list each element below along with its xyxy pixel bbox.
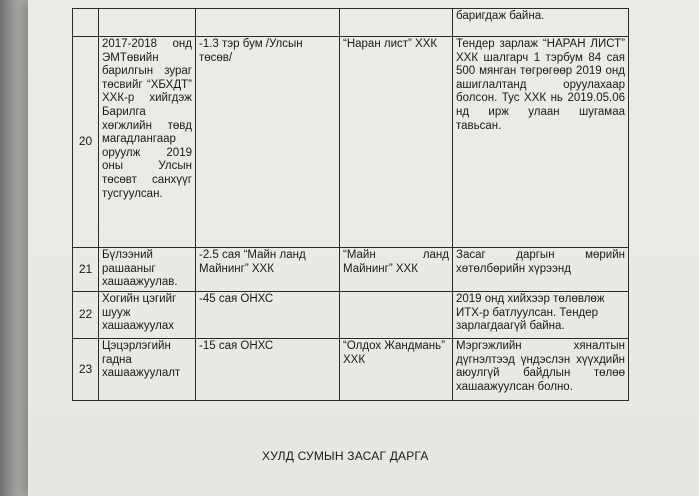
status-cell: Мэргэжлийн хяналтын дүгнэлтээд үндэслэн хүүхдийн аюулгүй байдлын төлөө хашаажуулсан болно. <box>453 339 629 401</box>
table-row <box>73 248 629 292</box>
funding-cell: -1.3 тэр бум /Улсын төсөв/ <box>196 37 340 248</box>
table-row <box>73 9 629 37</box>
table-row <box>73 292 629 339</box>
contractor-cell: “Майн ланд Майнинг” ХХК <box>340 248 453 292</box>
item-cell: Цэцэрлэгийн гадна хашаажуулалт <box>99 339 196 401</box>
funding-cell: -15 сая ОНХС <box>196 339 340 401</box>
row-number: 20 <box>73 37 99 248</box>
item-cell: 2017-2018 онд ЭМТөвийн барилгын зураг төсвийг “ХБХДТ” ХХК-р хийгдэж Барилга хөгжлийн төвд магадлангаар оруулж 2019 оны Улсын төсөвт санхүүг тусгуулсан. <box>99 37 196 248</box>
funding-cell: -2.5 сая “Майн ланд Майнинг” ХХК <box>196 248 340 292</box>
table-row <box>73 37 629 248</box>
contractor-cell <box>340 292 453 339</box>
table-row <box>73 339 629 401</box>
report-table <box>72 8 629 401</box>
contractor-cell: “Олдох Жандмань” ХХК <box>340 339 453 401</box>
funding-cell: -45 сая ОНХС <box>196 292 340 339</box>
contractor-cell: “Наран лист” ХХК <box>340 37 453 248</box>
row-number: 21 <box>73 248 99 292</box>
status-cell: Засаг даргын мөрийн хөтөлбөрийн хүрээнд <box>453 248 629 292</box>
status-cell: Тендер зарлаж “НАРАН ЛИСТ” ХХК шалгарч 1 тэрбум 84 сая 500 мянган төгрөгөөр 2019 онд ашиглалтанд оруулахаар болсон. Тус ХХК нь 2019.05.06 нд ирж улаан шугамаа тавьсан. <box>453 37 629 248</box>
signature-title: ХУЛД СУМЫН ЗАСАГ ДАРГА <box>262 449 429 463</box>
status-cell: баригдаж байна. <box>453 9 629 37</box>
item-cell: Хогийн цэгийг шууж хашаажуулах <box>99 292 196 339</box>
status-cell: 2019 онд хийхээр төлөвлөж ИТХ-р батлуулсан. Тендер зарлагдаагүй байна. <box>453 292 629 339</box>
row-number: 22 <box>73 292 99 339</box>
item-cell: Бүлээний рашааныг хашаажуулав. <box>99 248 196 292</box>
row-number: 23 <box>73 339 99 401</box>
